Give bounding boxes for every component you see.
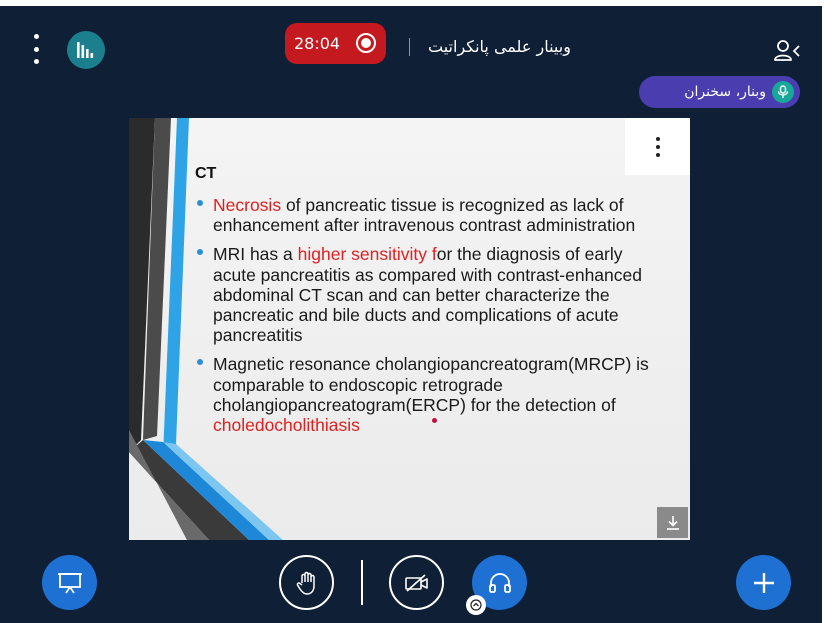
presenter-badge <box>639 76 800 108</box>
plus-icon <box>752 571 776 595</box>
headphones-icon <box>488 572 512 594</box>
recording-time: 28:04 <box>294 34 341 53</box>
slide-bullet <box>195 195 665 235</box>
bullet-text: or the diagnosis of early acute pancreatitis as compared with contrast-enhanced abdominal CT scan and can better characterize the pancreatic and bile ducts and complications of acute pancreatitis <box>213 244 642 346</box>
presentation-icon <box>57 571 83 595</box>
slide-bullet-list <box>195 195 665 444</box>
highlighted-text: higher sensitivity f <box>297 244 437 265</box>
bullet-text: of pancreatic tissue is recognized as lack of enhancement after intravenous contrast administration <box>213 195 636 236</box>
microphone-icon <box>772 81 794 103</box>
conference-app <box>0 6 822 623</box>
audio-options-button[interactable] <box>466 595 486 615</box>
raise-hand-icon <box>296 571 318 595</box>
meeting-title: وبینار علمی پانکراتیت <box>428 37 571 56</box>
slide-bullet <box>195 244 665 345</box>
raise-hand-button[interactable] <box>279 555 334 610</box>
slide-bullet <box>195 354 665 435</box>
record-icon <box>356 33 376 53</box>
recording-indicator[interactable] <box>285 23 386 64</box>
bullet-text: MRI has a <box>213 244 298 265</box>
highlighted-text: choledocholithiasis <box>213 415 360 436</box>
slide-options-kebab-icon[interactable] <box>625 118 690 175</box>
chevron-up-icon <box>470 599 482 611</box>
actions-plus-button[interactable] <box>736 555 791 610</box>
share-webcam-button[interactable] <box>389 555 444 610</box>
controls-separator <box>361 560 363 605</box>
download-icon <box>665 515 681 531</box>
header-separator <box>409 38 410 56</box>
bar-chart-icon <box>76 41 96 59</box>
presentation-slide <box>129 118 690 540</box>
options-kebab-icon[interactable] <box>27 34 45 64</box>
highlighted-text: Necrosis <box>213 195 282 215</box>
video-off-icon <box>404 573 430 593</box>
connection-stats-button[interactable] <box>67 31 105 69</box>
user-list-icon[interactable] <box>773 39 803 63</box>
page-edge <box>822 0 836 623</box>
share-presentation-button[interactable] <box>42 555 97 610</box>
slide-heading: CT <box>195 165 217 182</box>
presenter-name: وبنار، سخنران <box>684 84 766 100</box>
laser-pointer <box>432 418 437 423</box>
bullet-text: Magnetic resonance cholangiopancreatogram(MRCP) is comparable to endoscopic retrograde cholangiopancreatogram(ERCP) for the detection of <box>213 354 649 415</box>
download-button[interactable] <box>657 507 688 538</box>
